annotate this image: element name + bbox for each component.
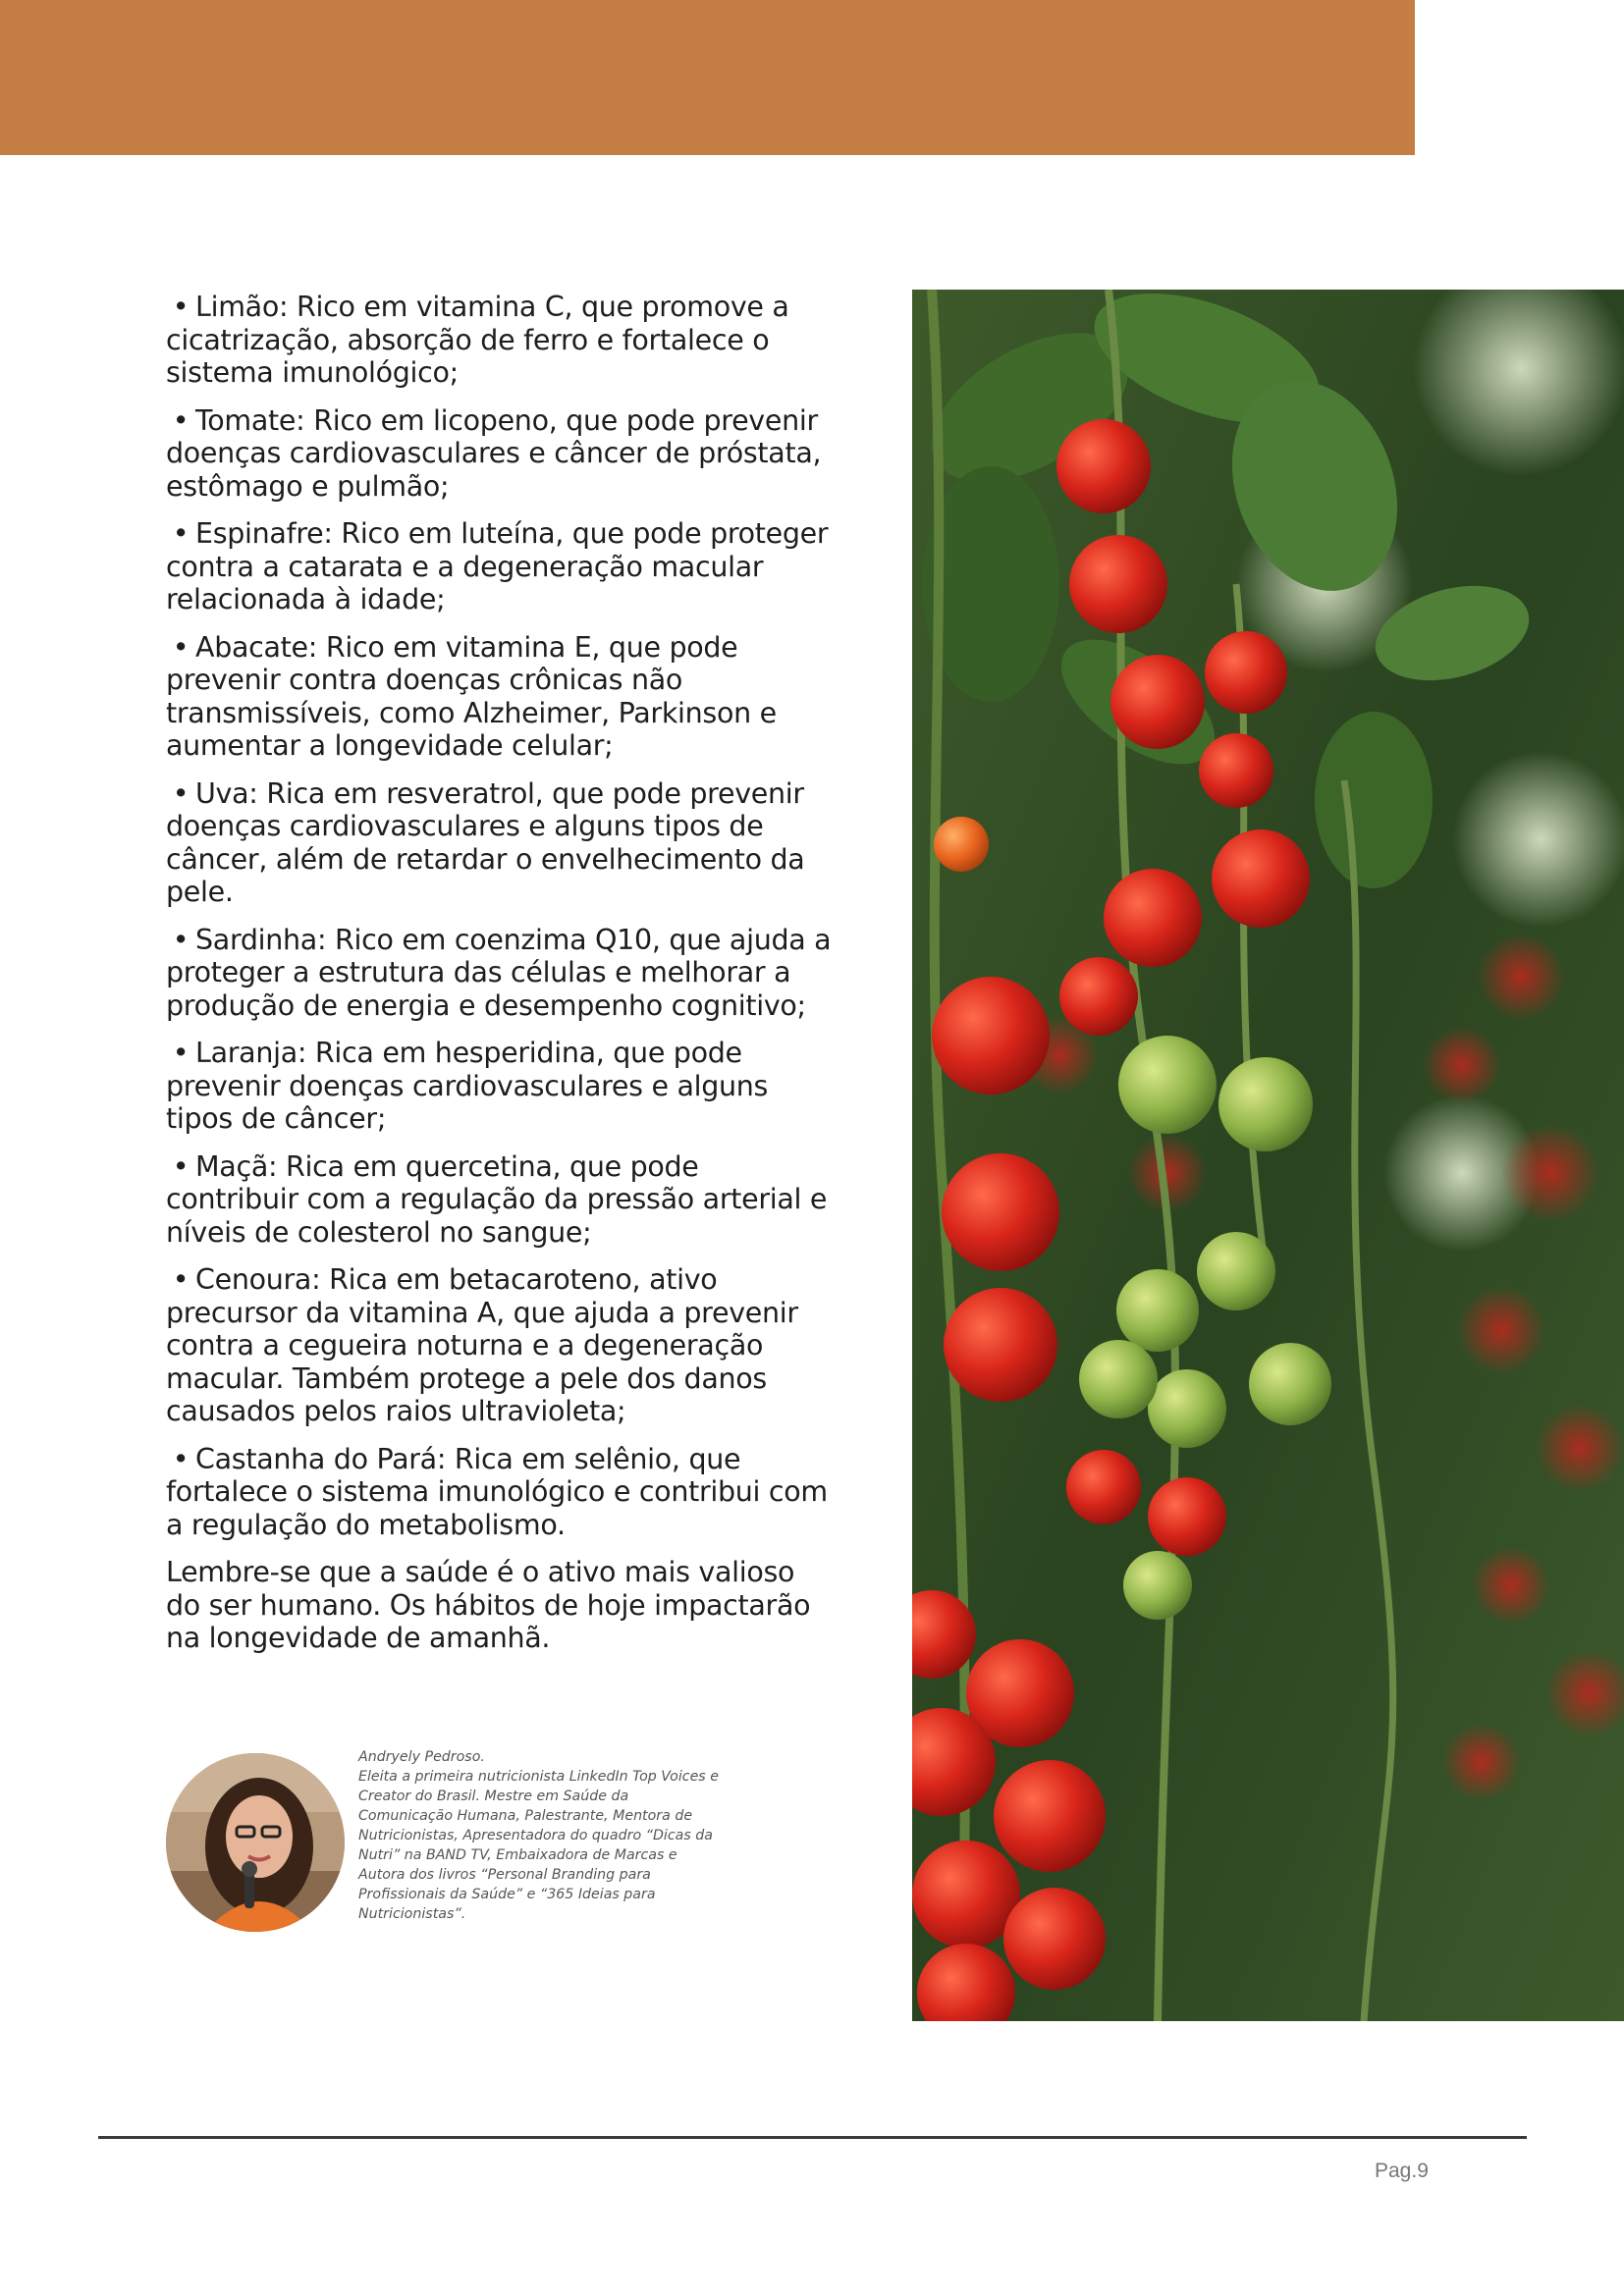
list-item-text: Uva: Rica em resveratrol, que pode prevenir doenças cardiovasculares e alguns tipos de câncer, além de retardar o envelhecimento da pele. [166, 776, 805, 908]
list-item-text: Sardinha: Rico em coenzima Q10, que ajuda a proteger a estrutura das células e melhorar a produção de energia e desempenho cognitivo; [166, 923, 832, 1022]
footer-divider [98, 2136, 1527, 2139]
bullet: • [172, 776, 189, 810]
bullet: • [172, 923, 189, 956]
list-item [166, 291, 834, 390]
bullet: • [172, 403, 189, 437]
list-item [166, 924, 834, 1023]
bullet: • [172, 1442, 189, 1475]
list-item-text: Cenoura: Rica em betacaroteno, ativo precursor da vitamina A, que ajuda a prevenir contra a cegueira noturna e a degeneração macular. Também protege a pele dos danos causados pelos raios ultravioleta; [166, 1263, 798, 1427]
list-item-text: Abacate: Rico em vitamina E, que pode prevenir contra doenças crônicas não transmissíveis, como Alzheimer, Parkinson e aumentar a longevidade celular; [166, 630, 777, 762]
list-item [166, 1263, 834, 1428]
bullet: • [172, 1263, 189, 1296]
list-item [166, 777, 834, 909]
list-item [166, 1150, 834, 1250]
tomato-photo-illustration [912, 290, 1624, 2021]
list-item-text: Limão: Rico em vitamina C, que promove a cicatrização, absorção de ferro e fortalece o sistema imunológico; [166, 291, 789, 389]
bullet: • [172, 630, 189, 664]
page-number: Pag.9 [1375, 2160, 1429, 2182]
article-body [166, 291, 834, 1670]
closing-paragraph: Lembre-se que a saúde é o ativo mais valioso do ser humano. Os hábitos de hoje impactarão na longevidade de amanhã. [166, 1556, 811, 1654]
author-description: Eleita a primeira nutricionista LinkedIn Top Voices e Creator do Brasil. Mestre em Saúde da Comunicação Humana, Palestrante, Mentora de Nutricionistas, Apresentadora do quadro “Dicas da Nutri” na BAND TV, Embaixadora de Marcas e Autora dos livros “Personal Branding para Profissionais da Saúde” e “365 Ideias para Nutricionistas”. [358, 1769, 719, 1922]
list-item-text: Espinafre: Rico em luteína, que pode proteger contra a catarata e a degeneração macular relacionada à idade; [166, 517, 829, 615]
author-photo [166, 1753, 345, 1932]
list-item-text: Maçã: Rica em quercetina, que pode contribuir com a regulação da pressão arterial e níveis de colesterol no sangue; [166, 1149, 828, 1249]
list-item-text: Castanha do Pará: Rica em selênio, que fortalece o sistema imunológico e contribui com a regulação do metabolismo. [166, 1442, 828, 1541]
header-band [0, 0, 1415, 155]
list-item [166, 404, 834, 504]
list-item-text: Laranja: Rica em hesperidina, que pode prevenir doenças cardiovasculares e alguns tipos de câncer; [166, 1037, 769, 1135]
list-item-text: Tomate: Rico em licopeno, que pode prevenir doenças cardiovasculares e câncer de próstata, estômago e pulmão; [166, 403, 822, 503]
author-box [166, 1747, 719, 1934]
tomato-vine-photo [912, 290, 1624, 2021]
author-bio [358, 1747, 722, 1924]
author-name: Andryely Pedroso. [358, 1749, 485, 1765]
author-photo-icon [166, 1753, 345, 1932]
list-item [166, 1443, 834, 1542]
list-item [166, 631, 834, 763]
bullet: • [172, 1037, 189, 1069]
bullet: • [172, 1149, 189, 1183]
bullet: • [172, 517, 189, 550]
bullet: • [172, 291, 189, 323]
list-item [166, 1037, 834, 1136]
list-item [166, 517, 834, 616]
